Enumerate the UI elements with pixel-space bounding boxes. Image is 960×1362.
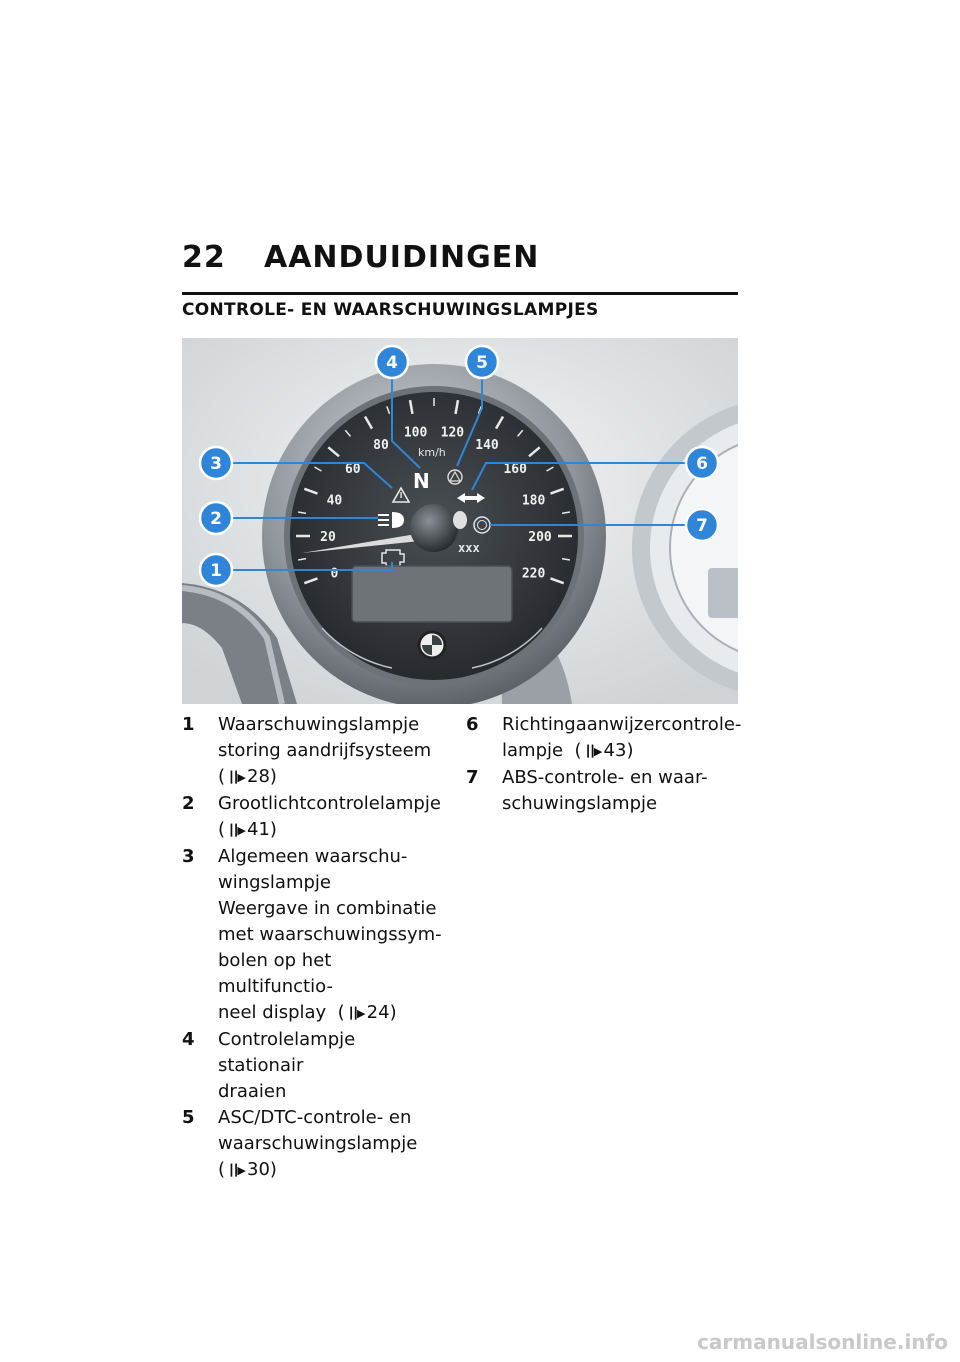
unit-label: km/h	[418, 446, 446, 459]
legend-text	[502, 712, 741, 765]
header-rule	[182, 292, 738, 295]
legend-left-column	[182, 712, 444, 1184]
legend-number: 6	[466, 714, 479, 735]
page-number: 22	[182, 240, 226, 275]
ref-open-paren: (	[218, 1159, 226, 1180]
legend-line: Grootlichtcontrolelampje	[218, 793, 441, 814]
legend-line: met waarschuwingssym-	[218, 924, 442, 945]
legend-line: lampje ( ┃┃▶ 43)	[502, 738, 741, 765]
neutral-indicator-n: N	[413, 469, 430, 493]
callout-number: 5	[476, 353, 488, 373]
hub-cap	[453, 511, 467, 529]
reference-arrow-icon: ┃┃▶	[228, 771, 244, 784]
callout-2	[200, 502, 232, 534]
ref-page: 43)	[603, 740, 634, 761]
speed-label: 200	[528, 530, 552, 545]
legend-right-column	[466, 712, 742, 817]
legend-line: ASC/DTC-controle- en	[218, 1107, 412, 1128]
bmw-logo	[419, 632, 445, 658]
legend-line: waarschuwingslampje	[218, 1133, 418, 1154]
speedometer	[262, 364, 606, 704]
page-reference[interactable]	[218, 817, 277, 844]
legend-line: Weergave in combinatie	[218, 898, 437, 919]
legend-item-6	[466, 712, 742, 765]
page-reference[interactable]	[218, 764, 277, 791]
speed-label: 120	[440, 425, 465, 441]
legend-line: storing aandrijfsysteem	[218, 740, 432, 761]
speed-label: 60	[344, 461, 361, 477]
callout-number: 7	[696, 516, 708, 536]
page-reference[interactable]	[563, 738, 633, 765]
callout-number: 1	[210, 561, 222, 581]
ref-open-paren: (	[563, 740, 582, 761]
legend-line: Algemeen waarschu-	[218, 846, 408, 867]
ref-open-paren: (	[326, 1002, 345, 1023]
speed-label: 220	[521, 566, 546, 582]
callout-7	[686, 509, 718, 541]
reference-arrow-icon: ┃┃▶	[347, 1007, 364, 1020]
reference-arrow-icon: ┃┃▶	[228, 1164, 244, 1177]
legend-line: Controlelampje stationair	[218, 1029, 356, 1076]
legend-number: 1	[182, 714, 195, 735]
speed-label: 20	[320, 530, 336, 545]
callout-4	[376, 346, 408, 378]
speed-label: 180	[521, 493, 546, 509]
needle-hub	[410, 504, 458, 552]
legend-line: wingslampje	[218, 872, 332, 893]
section-title: CONTROLE- EN WAARSCHUWINGSLAMPJES	[182, 300, 599, 320]
legend-item-4	[182, 1027, 444, 1105]
legend-line: Waarschuwingslampje	[218, 714, 420, 735]
ref-page: 28)	[247, 766, 277, 787]
ref-open-paren: (	[218, 819, 226, 840]
page-reference[interactable]	[326, 1000, 396, 1027]
legend-text	[218, 712, 444, 791]
legend-text	[218, 791, 444, 844]
speed-label: 0	[330, 566, 339, 582]
speed-label: 100	[403, 425, 428, 441]
legend-number: 4	[182, 1029, 195, 1050]
chapter-title: AANDUIDINGEN	[264, 240, 540, 275]
page-reference[interactable]	[218, 1157, 277, 1184]
legend-number: 3	[182, 846, 195, 867]
legend-number: 2	[182, 793, 195, 814]
legend-item-7	[466, 765, 738, 817]
legend-text	[218, 844, 444, 1027]
legend-line: neel display ( ┃┃▶ 24)	[218, 1000, 444, 1027]
legend-line: bolen op het multifunctio-	[218, 950, 333, 997]
reference-arrow-icon: ┃┃▶	[584, 745, 601, 758]
display-placeholder: xxx	[458, 541, 480, 555]
lcd-display	[352, 566, 512, 622]
watermark: carmanualsonline.info	[697, 1330, 948, 1354]
legend-line: ABS-controle- en waar-	[502, 767, 708, 788]
callout-number: 3	[210, 454, 222, 474]
speed-label: 40	[326, 493, 343, 509]
callout-number: 2	[210, 509, 222, 529]
reference-arrow-icon: ┃┃▶	[228, 824, 244, 837]
speed-label: 160	[503, 461, 527, 477]
legend-text	[218, 1027, 444, 1105]
ref-page: 41)	[247, 819, 277, 840]
callout-5	[466, 346, 498, 378]
legend-item-5	[182, 1105, 444, 1184]
legend-item-1	[182, 712, 444, 791]
callout-3	[200, 447, 232, 479]
legend-text	[218, 1105, 444, 1184]
legend-number: 7	[466, 767, 479, 788]
legend-text	[502, 765, 738, 817]
callout-number: 6	[696, 454, 708, 474]
ref-page: 30)	[247, 1159, 277, 1180]
legend-number: 5	[182, 1107, 195, 1128]
legend-line: Richtingaanwijzercontrole-	[502, 714, 742, 735]
legend-item-3	[182, 844, 444, 1027]
instrument-cluster-illustration	[182, 338, 738, 704]
legend-item-2	[182, 791, 444, 844]
callout-number: 4	[386, 353, 398, 373]
ref-page: 24)	[366, 1002, 397, 1023]
legend-line: schuwingslampje	[502, 793, 658, 814]
legend-line: draaien	[218, 1081, 287, 1102]
instrument-cluster-figure	[182, 338, 738, 704]
speed-label: 80	[373, 438, 389, 454]
callout-1	[200, 554, 232, 586]
callout-6	[686, 447, 718, 479]
speed-label: 140	[475, 438, 499, 454]
ref-open-paren: (	[218, 766, 226, 787]
